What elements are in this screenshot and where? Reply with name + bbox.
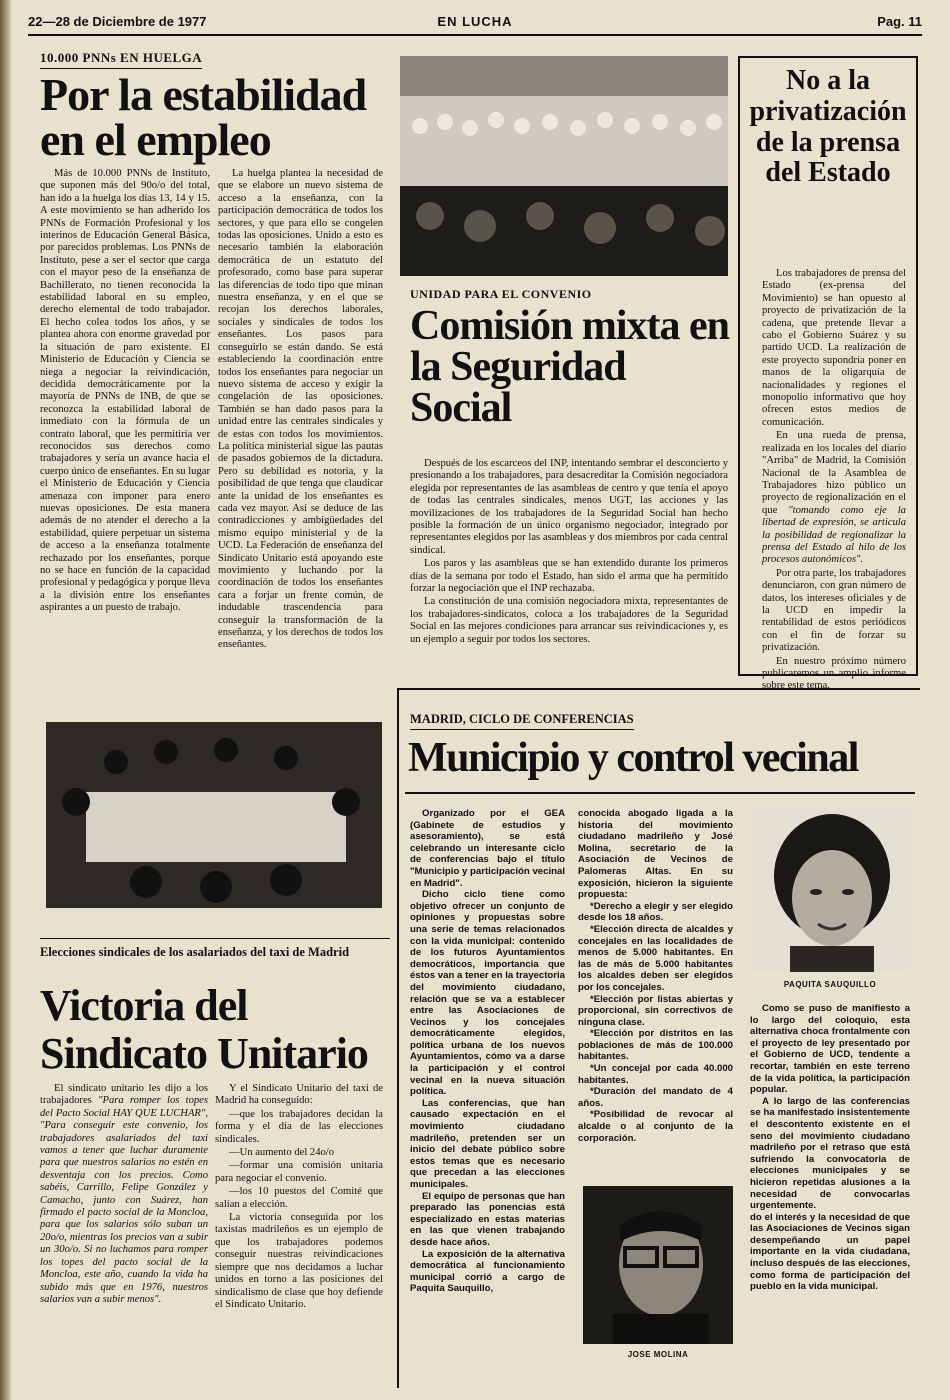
municipio-proposal: *Duración del mandato de 4 años. bbox=[578, 1086, 733, 1109]
prensa-p2-text: En una rueda de prensa, realizada en los locales del diario "Arriba" de Madrid, la Comisión Nacional de la Asamblea de Trabajadores hizo público un proyecto de regionalización en el que bbox=[762, 430, 906, 516]
municipio-col1-paragraph: Organizado por el GEA (Gabinete de estudios y asesoramiento), se está celebrando un interesante ciclo de conferencias bajo el título "Municipio y participación vecinal en Madrid". bbox=[410, 808, 565, 889]
taxi-item: —que los trabajadores decidan la forma y el día de las elecciones sindicales. bbox=[215, 1108, 383, 1145]
municipio-col1-paragraph: La exposición de la alternativa democrática al funcionamiento municipal corrió a cargo de Paquita Sauquillo, bbox=[410, 1248, 565, 1295]
taxi-kicker: Elecciones sindicales de los asalariados del taxi de Madrid bbox=[40, 945, 350, 959]
municipio-column-1 bbox=[410, 808, 565, 1383]
municipio-headline: Municipio y control vecinal bbox=[408, 735, 858, 781]
pnns-col1-text: Más de 10.000 PNNs de Instituto, que suponen más del 90o/o del total, han ido a la huelga los días 13, 14 y 15. A este movimiento se han adherido los PNNs de Formación Profesional y los interinos de Educación General Básica, por parecidos problemas. Los PNNs de Instituto, pese a ser el sector que carga con el mayor peso de la enseñanza de Bachillerato, no tienen reconocida la estabilidad laboral en su empleo, derecho elemental de todo trabajador. El hecho colea todos los años, y se plantea ahora con enorme gravedad por la situación de paro existente. El Ministerio de Educación y Ciencia se niega a negociar la reivindicación, decidida democráticamente por la mayoría de PNNs de INB, de que se reconozca la estabilidad laboral de inmediato con la fórmula de un contrato laboral, que les permitiría ver reconocidos sus derechos como trabajadores y sería un avance hacia el cuerpo único de enseñantes. En su lugar el Ministerio de Educación y Ciencia amenaza con imponer para enero nuevas oposiciones. De esta manera además de no atender el derecho a la estabilidad, quiere perpetuar un sistema de acceso a la enseñanza totalmente rechazado por los enseñantes, porque no se hace en función de la capacidad profesional y pedagógica y porque lleva a la división entre los enseñantes aspirantes a un puesto de trabajo. bbox=[40, 168, 210, 614]
municipio-proposal: *Elección por distritos en las poblaciones de más de 100.000 habitantes. bbox=[578, 1028, 733, 1063]
paquita-sauquillo-photo bbox=[750, 806, 910, 972]
meeting-photo-graphic bbox=[46, 722, 382, 908]
municipio-col3-paragraph: Como se puso de manifiesto a lo largo del coloquio, esta alternativa choca frontalmente con el proyecto de ley presentado por el Gobierno de UCD, tendente a recortar, también en este terreno de la vida política, la participación popular. bbox=[750, 1003, 910, 1096]
municipio-proposal: *Un concejal por cada 40.000 habitantes. bbox=[578, 1063, 733, 1086]
page-spine-shadow bbox=[0, 0, 12, 1400]
taxi-headline: Victoria del Sindicato Unitario bbox=[40, 981, 368, 1078]
municipio-proposal: *Derecho a elegir y ser elegido desde los 18 años. bbox=[578, 900, 733, 924]
molina-caption: JOSE MOLINA bbox=[627, 1350, 689, 1359]
municipio-col1-paragraph: El equipo de personas que han preparado las ponencias está especializado en estas materias en las que vienen trabajando desde hace años. bbox=[410, 1190, 565, 1248]
pnns-column-2 bbox=[218, 168, 383, 708]
crowd-photo-graphic bbox=[400, 56, 728, 276]
prensa-paragraph-1: Los trabajadores de prensa del Estado (ex-prensa del Movimiento) se han opuesto al proyecto de privatización de la cadena, que pretende llevar a cabo el Gobierno Suárez y su partido UCD. La realización de este proyecto supondría poner en manos de la oligarquía de nacionalidades y regiones el monopolio informativo que hoy ofrecen estos medios de comunicación. bbox=[762, 268, 906, 428]
prensa-p2-quote: "tomando como eje la libertad de expresión, se articula la posibilidad de regionalizar la prensa del Estado al hilo de los procesos autonómicos". bbox=[762, 504, 906, 566]
municipio-column-2 bbox=[578, 808, 733, 1180]
prensa-paragraph-4: En nuestro próximo número publicaremos un amplio informe sobre este tema. bbox=[762, 655, 906, 692]
taxi-top-rule bbox=[40, 938, 390, 939]
sauquillo-caption: PAQUITA SAUQUILLO bbox=[783, 980, 877, 989]
portrait-sauquillo-graphic bbox=[750, 806, 910, 972]
taxi-item: —Un aumento del 24o/o bbox=[229, 1147, 335, 1159]
nurses-assembly-photo bbox=[400, 56, 728, 276]
taxi-item: —los 10 puestos del Comité que salían a elección. bbox=[215, 1186, 383, 1210]
comision-paragraph-3: La constitución de una comisión negociadora mixta, representantes de los trabajadores-sindicatos, coloca a los trabajadores de la Seguridad Social en las mejores condiciones para arrancar sus reivindicaciones y, es un ejemplo a seguir por todos los sectores. bbox=[410, 596, 728, 645]
pnns-headline: Por la estabilidad en el empleo bbox=[40, 69, 367, 166]
municipio-headline-rule bbox=[405, 792, 915, 794]
pnns-column-1 bbox=[40, 168, 210, 708]
pnns-kicker: 10.000 PNNs EN HUELGA bbox=[40, 50, 202, 69]
taxi-col2-end: La victoria conseguida por los taxistas madrileños es un ejemplo de que los trabajadores podemos conseguir nuestras reivindicaciones siempre que nos decidamos a luchar unidos en torno a las posiciones del sindicalismo de clase que hoy defiende el Sindicato Unitario. bbox=[215, 1212, 383, 1310]
pnns-col2-text: La huelga plantea la necesidad de que se elabore un nuevo sistema de acceso a la enseñanza, con la participación democrática de todos los sectores, y que para ello se congelen todas las oposiciones. Unido a esto es necesario también la elaboración democrática de un estatuto del profesorado, como base para superar las diferencias de todo tipo que minan nuestra enseñanza, y en el que se recojan los derechos laborales, sociales y sindicales de todos los enseñantes. Los pasos para conseguirlo se están dando. Se está estableciendo la coordinación entre todos los enseñantes para negociar un nuevo sistema de acceso y exigir la congelación de las oposiciones. También se han dado pasos para la unidad entre las centrales sindicales y de estas con todos los movimientos. La política ministerial sigue las pautas de pasados gobiernos de la dictadura. Pero su debilidad es notoria, y la posibilidad de que tenga que claudicar ante la unidad de los enseñantes es cada vez mayor. Así se deduce de las contradicciones y ambigüedades del mismo equipo ministerial y de la UCD. La Federación de enseñanza del Sindicato Unitario está apoyando este movimiento y luchando por la coordinación de todos los enseñantes cara a forjar un frente común, de indudable trascendencia para conseguir la transformación de la enseñanza, y los derechos de todos los enseñantes. bbox=[218, 168, 383, 651]
page-header bbox=[28, 8, 922, 36]
prensa-paragraph-3: Por otra parte, los trabajadores denunciaron, con gran número de datos, los intereses oficiales y de la UCD en impedir la rentabilidad de estos periódicos con el fin de forzar su privatización. bbox=[762, 567, 906, 654]
comision-paragraph-1: Después de los escarceos del INP, intentando sembrar el desconcierto y presionando a los trabajadores, para desacreditar la Comisión negociadora elegida por representantes de las asambleas de centro y que tenía el apoyo de todas las centrales sindicales, menos UGT, las acciones y las movilizaciones de los trabajadores de la Seguridad Social han hecho posible la formación de un único organismo negociador, integrado por representantes elegidos por las asambleas y dos miembros por cada central sindical. bbox=[410, 458, 728, 556]
prensa-headline: No a la privatización de la prensa del Estado bbox=[749, 65, 907, 189]
taxi-column-1 bbox=[40, 1083, 208, 1383]
taxi-item: —formar una comisión unitaria para negociar el convenio. bbox=[215, 1160, 383, 1184]
jose-molina-photo bbox=[583, 1186, 733, 1344]
municipio-col1-paragraph: Las conferencias, que han causado expectación en el movimiento ciudadano madrileño, pretenden ser un inicio del debate público sobre estos temas que es necesario que precedan a las elecciones municipales. bbox=[410, 1097, 565, 1190]
portrait-molina-graphic bbox=[583, 1186, 733, 1344]
meeting-photo bbox=[46, 722, 382, 908]
taxi-col2-intro: Y el Sindicato Unitario del taxi de Madrid ha conseguido: bbox=[215, 1083, 383, 1107]
municipio-proposal: *Elección por listas abiertas y proporcional, sin correctivos de ninguna clase. bbox=[578, 993, 733, 1028]
comision-body bbox=[410, 458, 728, 670]
taxi-col1-quote: "Para romper los topes del Pacto Social HAY QUE LUCHAR", "Para conseguir este convenio, los trabajadores asalariados del taxi vamos a tener que luchar duramente para que nuestros salarios no estén en desventaja con los precios. Como sabéis, Carrillo, Felipe González y Camacho, junto con Suárez, han firmado el pacto social de la Moncloa, para que los salarios sólo suban un 20o/o, mientras los precios van a subir un 30o/o. Si no luchamos para romper los topes del pacto social de la Moncloa, este año, cuando la vida ha subido más que en 1976, nuestros salarios van a subir menos". bbox=[40, 1095, 208, 1305]
paper-name: EN LUCHA bbox=[437, 13, 513, 29]
municipio-proposal: *Posibilidad de revocar al alcalde o al conjunto de la corporación. bbox=[578, 1109, 733, 1144]
comision-paragraph-2: Los paros y las asambleas que se han extendido durante los primeros días de la semana por todo el Estado, han sido el arma que ha permitido forzar la negociación que el INP rechazaba. bbox=[410, 558, 728, 595]
privatizacion-box bbox=[738, 56, 918, 692]
municipio-col2-intro: conocida abogado ligada a la historia del movimiento ciudadano madrileño y José Molina, secretario de la Asociación de Vecinos de Palomeras Altas. En su exposición, hicieron la siguiente propuesta: bbox=[578, 808, 733, 901]
taxi-col1-text: El sindicato unitario les dijo a los trabajadores bbox=[40, 1083, 208, 1107]
prensa-body bbox=[762, 268, 906, 692]
comision-headline: Comisión mixta en la Seguridad Social bbox=[410, 303, 729, 432]
comision-kicker: UNIDAD PARA EL CONVENIO bbox=[410, 287, 592, 301]
taxi-column-2 bbox=[215, 1083, 383, 1383]
municipio-proposal: *Elección directa de alcaldes y concejales en las localidades de menos de 5.000 habitantes. En las de más de 5.000 habitantes los alcaldes deben ser elegidos por los concejales. bbox=[578, 923, 733, 993]
municipio-col3-paragraph: do el interés y la necesidad de que las Asociaciones de Vecinos sigan desempeñando un papel importante en la vida ciudadana, incluso después de las elecciones, como forma de participación del pueblo en la vida municipal. bbox=[750, 1211, 910, 1293]
municipio-column-3 bbox=[750, 1003, 910, 1383]
municipio-col3-paragraph: A lo largo de las conferencias se ha manifestado insistentemente el descontento existente en el seno del movimiento ciudadano madrileño por el retraso que está sufriendo la convocatoria de elecciones municipales y se hicieron repetidas alusiones a la necesidad de convocarlas urgentemente. bbox=[750, 1095, 910, 1212]
page-number: Pag. 11 bbox=[877, 13, 922, 29]
municipio-col1-paragraph: Dicho ciclo tiene como objetivo ofrecer un conjunto de opiniones y propuestas sobre una serie de temas relacionados con la vida municipal: contenido de los futuros Ayuntamientos democráticos, importancia que éstos van a tener en la trayectoria del movimiento ciudadano, relación que se va a establecer entre las Asociaciones de Vecinos y los concejales democráticamente elegidos, política urbana de los nuevos Ayuntamientos, cómo va a darse la participación y el control vecinal en la nueva situación política. bbox=[410, 889, 565, 1098]
municipio-kicker: MADRID, CICLO DE CONFERENCIAS bbox=[410, 712, 634, 730]
issue-date: 22—28 de Diciembre de 1977 bbox=[28, 13, 207, 29]
taxi-col1-paragraph bbox=[40, 1083, 208, 1306]
prensa-paragraph-2 bbox=[762, 430, 906, 566]
